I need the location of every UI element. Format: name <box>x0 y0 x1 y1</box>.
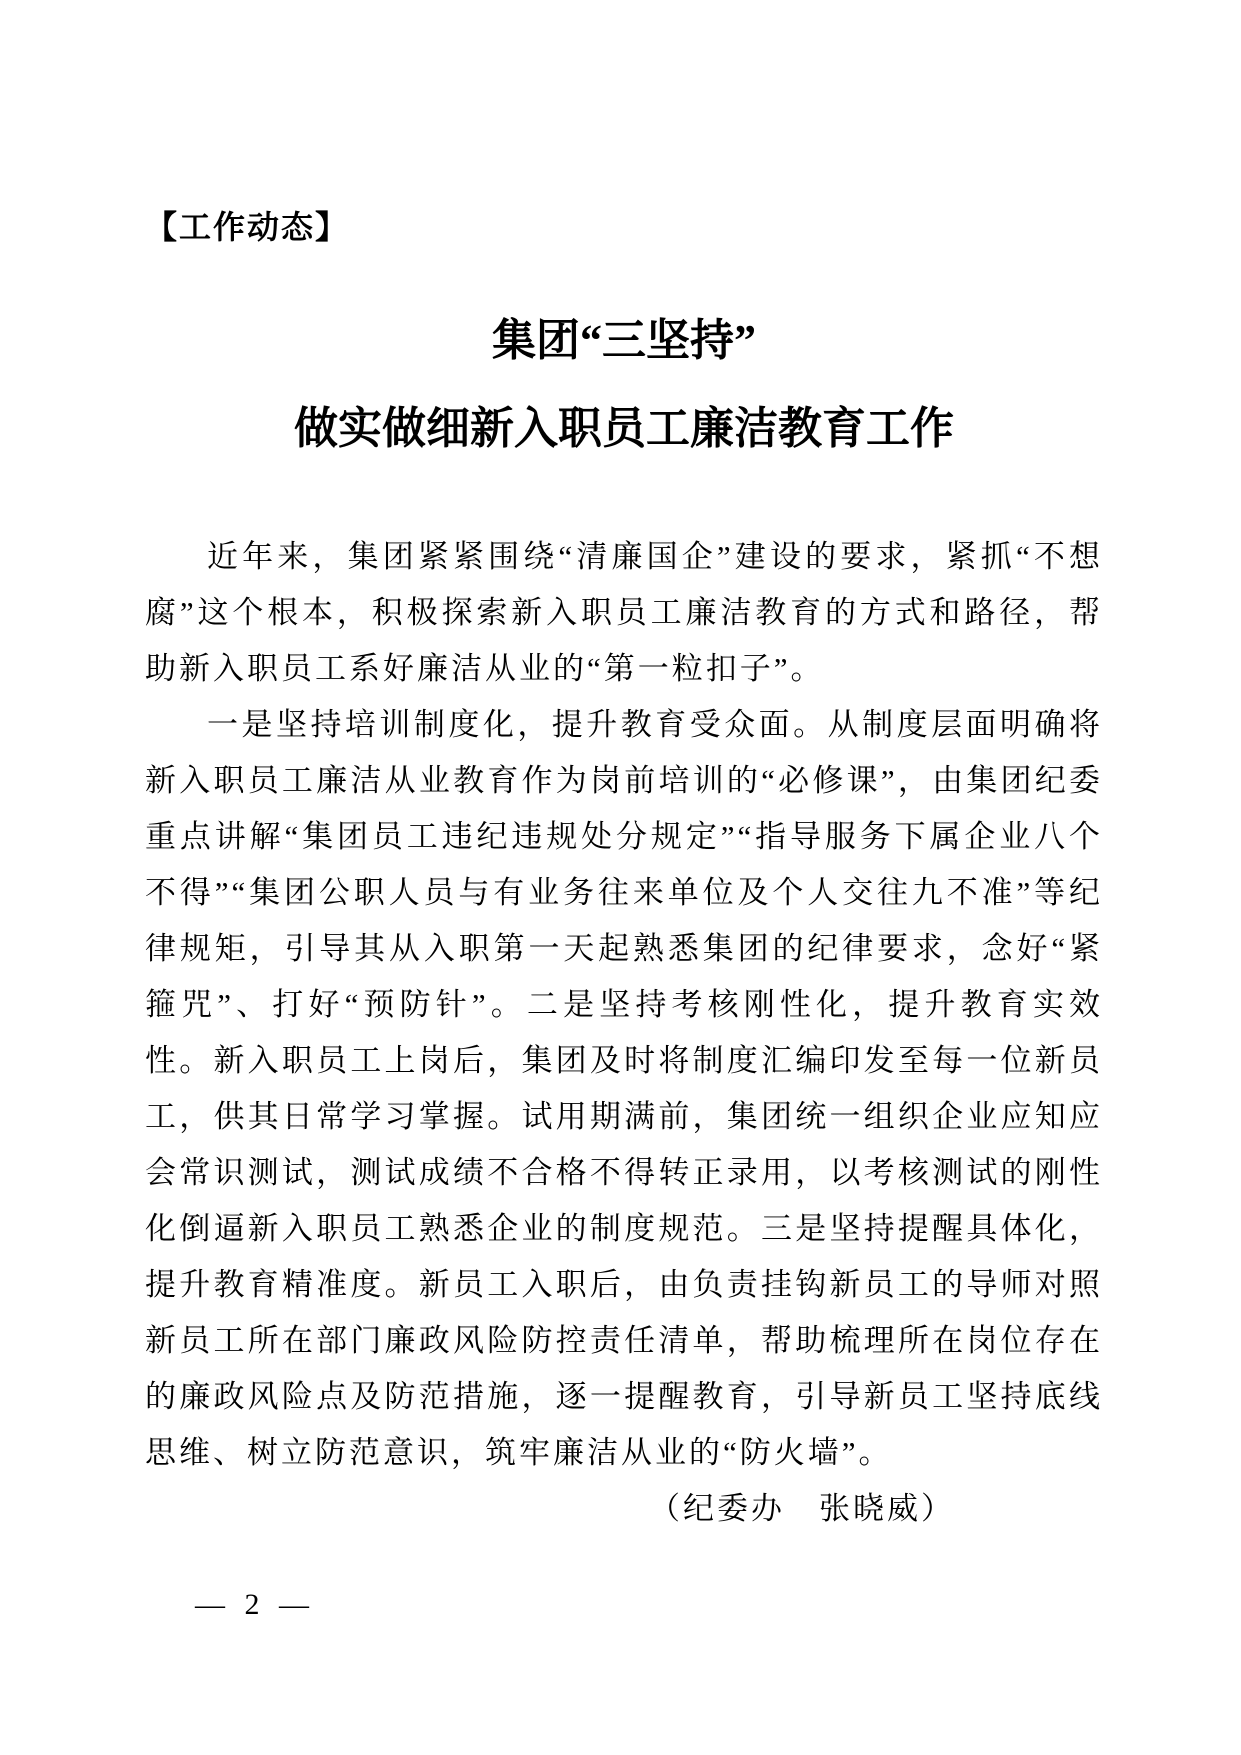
document-content <box>145 0 1103 1537</box>
signature: （纪委办 张晓威） <box>649 1491 955 1526</box>
title-line-1: 集团“三坚持” <box>492 316 756 365</box>
paragraph-intro: 近年来，集团紧紧围绕“清廉国企”建设的要求，紧抓“不想腐”这个根本，积极探索新入职员工廉洁教育的方式和路径，帮助新入职员工系好廉洁从业的“第一粒扣子”。 <box>145 539 1103 686</box>
title-line-2: 做实做细新入职员工廉洁教育工作 <box>294 404 954 453</box>
paragraph-measures: 一是坚持培训制度化，提升教育受众面。从制度层面明确将新入职员工廉洁从业教育作为岗前培训的“必修课”，由集团纪委重点讲解“集团员工违纪违规处分规定”“指导服务下属企业八个不得”“集团公职人员与有业务往来单位及个人交往九不准”等纪律规矩，引导其从入职第一天起熟悉集团的纪律要求，念好“紧箍咒”、打好“预防针”。二是坚持考核刚性化，提升教育实效性。新入职员工上岗后，集团及时将制度汇编印发至每一位新员工，供其日常学习掌握。试用期满前，集团统一组织企业应知应会常识测试，测试成绩不合格不得转正录用，以考核测试的刚性化倒逼新入职员工熟悉企业的制度规范。三是坚持提醒具体化，提升教育精准度。新员工入职后，由负责挂钩新员工的导师对照新员工所在部门廉政风险防控责任清单，帮助梳理所在岗位存在的廉政风险点及防范措施，逐一提醒教育，引导新员工坚持底线思维、树立防范意识，筑牢廉洁从业的“防火墙”。 <box>145 707 1104 1470</box>
document-title <box>145 297 1103 473</box>
document-body <box>145 529 1103 1481</box>
section-header: 【工作动态】 <box>145 209 350 245</box>
page-number: — 2 — <box>195 1588 315 1621</box>
